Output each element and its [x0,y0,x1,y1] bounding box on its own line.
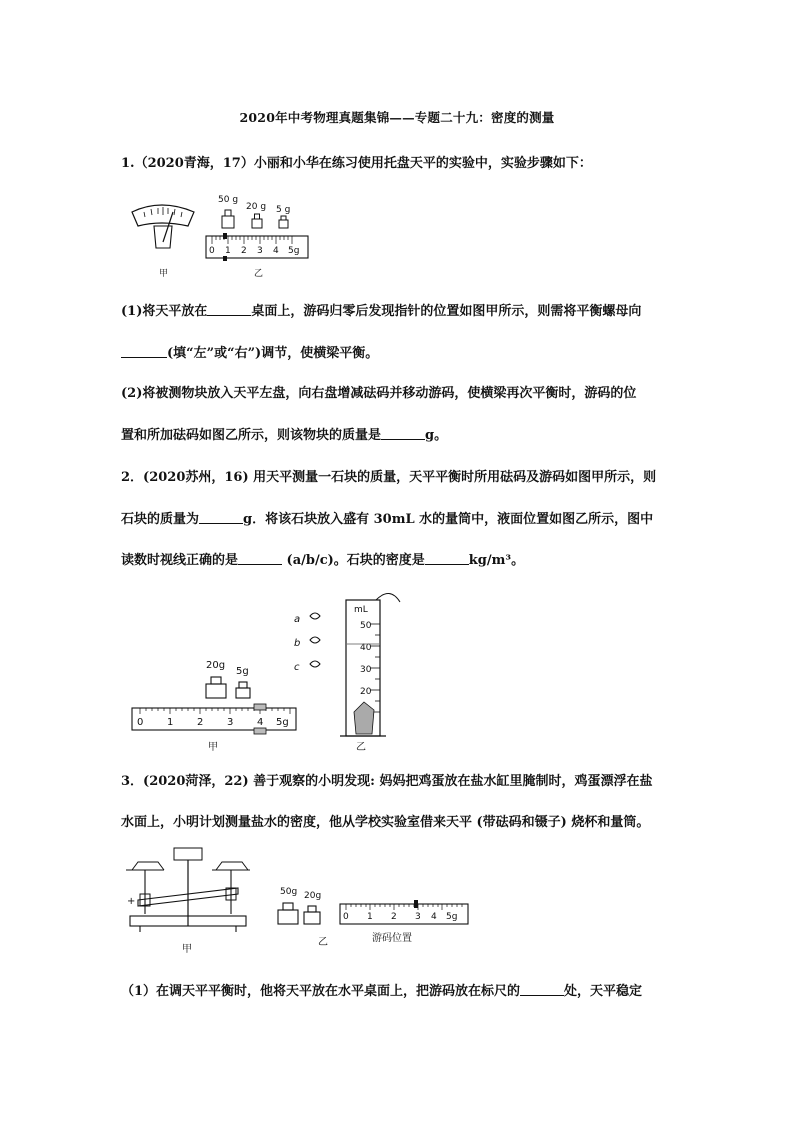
weights-group [218,195,290,228]
svg-text:a: a [294,614,301,625]
answer-blank[interactable] [381,427,425,440]
q3-line1: 3．(2020菏泽，22) 善于观察的小明发现: 妈妈把鸡蛋放在盐水缸里腌制时，鸡蛋漂浮在盐 [121,774,653,789]
rider-scale [340,900,468,944]
svg-text:20g: 20g [304,891,322,901]
fig-label: 甲 [182,944,192,955]
fig-label: 乙 [254,269,264,279]
svg-text:50: 50 [360,621,372,631]
q3-line2: 水面上，小明计划测量盐水的密度，他从学校实验室借来天平 (带砝码和镊子) 烧杯和量筒。 [121,815,650,830]
fig-label: 乙 [356,742,366,753]
svg-text:mL: mL [354,605,368,615]
svg-text:50g: 50g [280,887,298,897]
q1-stem: 1.（2020青海，17）小丽和小华在练习使用托盘天平的实验中，实验步骤如下： [121,156,592,171]
rider-scale [132,704,296,753]
svg-text:1: 1 [167,717,174,728]
q1-part1-line2: (填“左”或“右”)调节，使横梁平衡。 [121,342,681,361]
svg-text:3: 3 [257,246,263,256]
q1-part1-line1: (1)将天平放在 桌面上，游码归零后发现指针的位置如图甲所示，则需将平衡螺母向 [121,304,642,319]
weight-label: 5 g [276,205,291,215]
svg-text:2: 2 [391,912,397,922]
fig-label: 甲 [208,742,218,753]
svg-text:5g: 5g [236,666,249,677]
svg-text:b: b [294,638,301,649]
q2-line1: 2．(2020苏州，16) 用天平测量一石块的质量，天平平衡时所用砝码及游码如图甲所示，则 [121,470,657,485]
q1-part2-line1: (2)将被测物块放入天平左盘，向右盘增减砝码并移动游码，使横梁再次平衡时，游码的位 [121,386,637,401]
svg-text:3: 3 [227,717,234,728]
rider-scale [206,233,308,279]
svg-text:2: 2 [197,717,204,728]
svg-text:0: 0 [343,912,349,922]
svg-text:4: 4 [257,717,264,728]
fig-label: 甲 [159,269,169,279]
svg-text:0: 0 [209,246,215,256]
weights-group [206,660,250,698]
fig-label: 乙 [318,937,328,948]
answer-blank[interactable] [238,552,282,565]
svg-text:5g: 5g [276,717,289,728]
q2-line2: 石块的质量为 g．将该石块放入盛有 30mL 水的量筒中，液面位置如图乙所示，图中 [121,512,654,527]
svg-text:4: 4 [273,246,279,256]
weight-label: 20 g [246,202,267,212]
weight-label: 50 g [218,195,239,205]
weights-group [278,887,328,948]
page-title: 2020年中考物理真题集锦——专题二十九：密度的测量 [239,110,555,125]
eye-icon [310,637,320,643]
svg-text:c: c [294,662,300,673]
svg-text:+: + [127,896,136,907]
svg-text:1: 1 [367,912,373,922]
answer-blank[interactable] [425,552,469,565]
svg-text:30: 30 [360,665,372,675]
q2-figure [128,586,428,756]
graduated-cylinder [340,593,400,753]
eye-positions [294,613,320,673]
answer-blank[interactable] [520,983,564,996]
scale-caption: 游码位置 [372,933,412,944]
eye-icon [310,613,320,619]
q3-line3: （1）在调天平平衡时，他将天平放在水平桌面上，把游码放在标尺的 处，天平稳定 [121,984,643,999]
eye-icon [310,661,320,667]
balance-pointer-scale [132,205,194,279]
svg-text:5g: 5g [288,246,300,256]
q2-line3: 读数时视线正确的是 (a/b/c)。石块的密度是 kg/m³。 [121,553,525,568]
svg-text:0: 0 [137,717,144,728]
svg-text:1: 1 [225,246,231,256]
stone [354,702,374,734]
svg-text:4: 4 [431,912,437,922]
q1-figure [126,190,316,282]
answer-blank[interactable] [199,511,243,524]
svg-text:20g: 20g [206,660,226,671]
q3-figure [124,842,484,957]
q1-part2-line2: 置和所加砝码如图乙所示，则该物块的质量是 g。 [121,428,448,443]
answer-blank[interactable] [121,345,167,358]
svg-text:3: 3 [415,912,421,922]
answer-blank[interactable] [207,303,251,316]
svg-text:20: 20 [360,687,372,697]
svg-text:40: 40 [360,643,372,653]
balance [126,848,250,955]
svg-text:5g: 5g [446,912,458,922]
svg-text:2: 2 [241,246,247,256]
